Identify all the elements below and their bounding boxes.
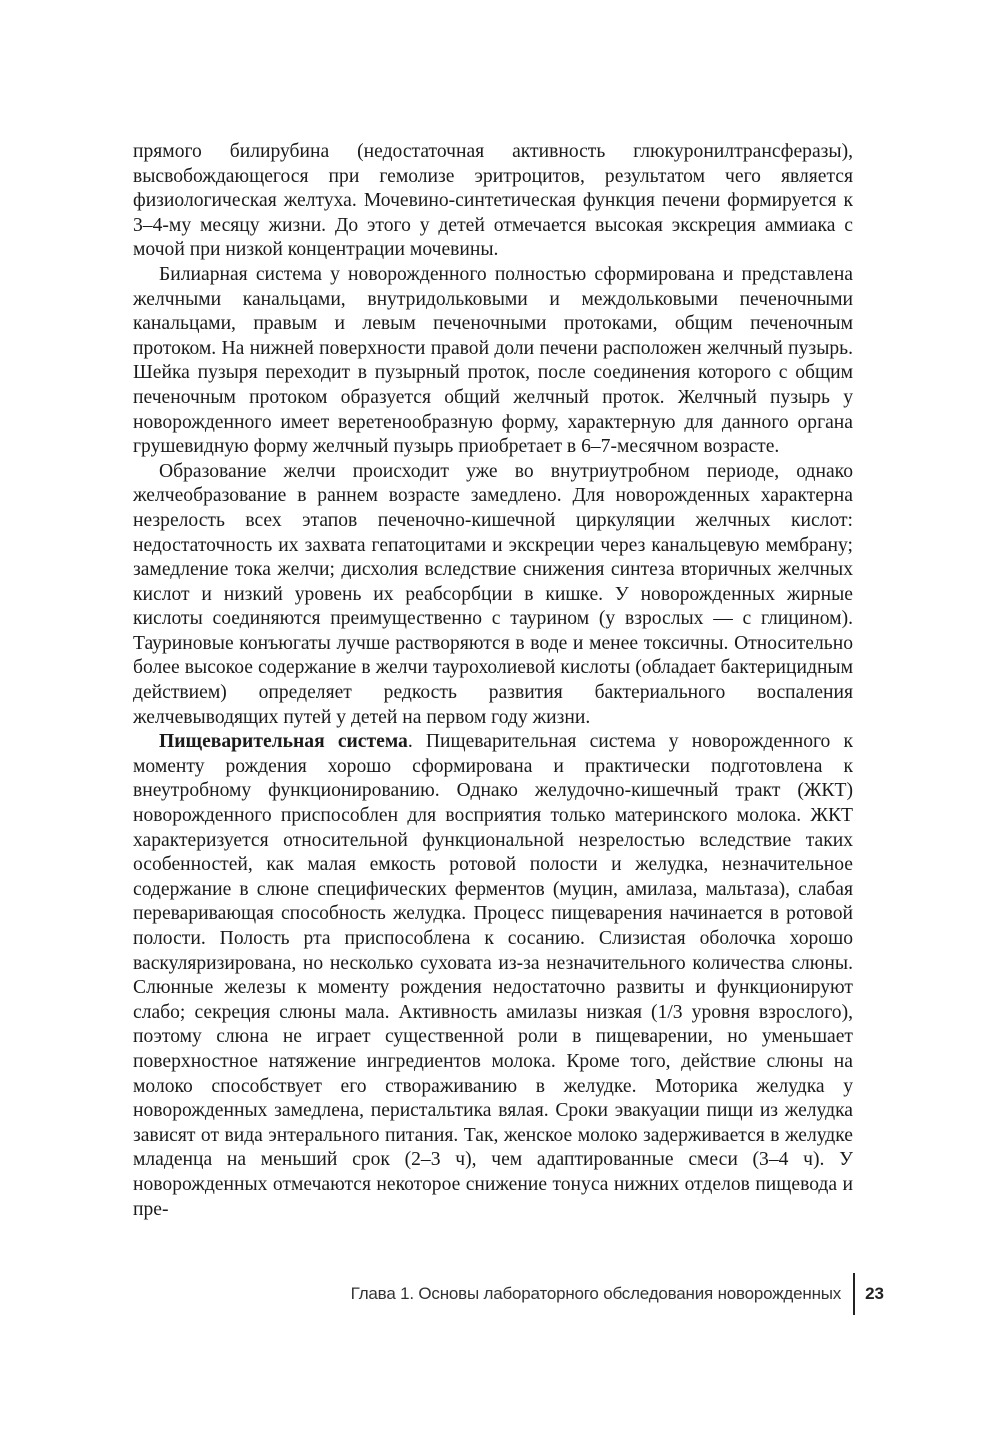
body-text: [133, 140, 853, 1222]
page-footer: [351, 1273, 884, 1315]
paragraph-digestive-system: [133, 730, 853, 1222]
page-number: 23: [865, 1284, 884, 1303]
paragraph-liver-function: прямого билирубина (недостаточная активность глюкуронилтрансферазы), высвобождающегося при гемолизе эритроцитов, результатом чего является физиологическая желтуха. Мочевино-синтетическая функция печени формируется к 3–4-му месяцу жизни. До этого у детей отмечается высокая экскреция аммиака с мочой при низкой концентрации мочевины.: [133, 141, 853, 261]
paragraph-bile-formation: Образование желчи происходит уже во внутриутробном периоде, однако желчеобразование в раннем возрасте замедлено. Для новорожденных характерна незрелость всех этапов печеночно-кишечной циркуляции желчных кислот: недостаточность их захвата гепатоцитами и экскреции через канальцевую мембрану; замедление тока желчи; дисхолия вследствие снижения синтеза вторичных желчных кислот и низкий уровень их реабсорбции в кишке. У новорожденных жирные кислоты соединяются преимущественно с таурином (у взрослых — с глицином). Тауриновые конъюгаты лучше растворяются в воде и менее токсичны. Относительно более высокое содержание в желчи таурохолиевой кислоты (обладает бактерицидным действием) определяет редкость развития бактериального воспаления желчевыводящих путей у детей на первом году жизни.: [133, 460, 853, 728]
paragraph-digestive-text: . Пищеварительная система у новорожденного к моменту рождения хорошо сформирована и практически подготовлена к внеутробному функционированию. Однако желудочно-кишечный тракт (ЖКТ) новорожденного приспособлен для восприятия только материнского молока. ЖКТ характеризуется относительной функциональной незрелостью вследствие таких особенностей, как малая емкость ротовой полости и желудка, незначительное содержание в слюне специфических ферментов (муцин, амилаза, мальтаза), слабая переваривающая способность желудка. Процесс пищеварения начинается в ротовой полости. Полость рта приспособлена к сосанию. Слизистая оболочка хорошо васкуляризирована, но несколько суховата из-за незначительного количества слюны. Слюнные железы к моменту рождения недостаточно развиты и функционируют слабо; секреция слюны мала. Активность амилазы низкая (1/3 уровня взрослого), поэтому слюна не играет существенной роли в пищеварении, но уменьшает поверхностное натяжение ингредиентов молока. Кроме того, действие слюны на молоко способствует его створаживанию в желудке. Моторика желудка у новорожденных замедлена, перистальтика вялая. Сроки эвакуации пищи из желудка зависят от вида энтерального питания. Так, женское молоко задерживается в желудке младенца на меньший срок (2–3 ч), чем адаптированные смеси (3–4 ч). У новорожденных отмечаются некоторое снижение тонуса нижних отделов пищевода и пре-: [133, 731, 853, 1220]
running-head: Глава 1. Основы лабораторного обследования новорожденных: [350, 1284, 842, 1303]
section-lead-heading: Пищеварительная система: [159, 731, 408, 753]
paragraph-biliary-system: Билиарная система у новорожденного полностью сформирована и представлена желчными канальцами, внутридольковыми и междольковыми печеночными канальцами, правым и левым печеночными протоками, общим печеночным протоком. На нижней поверхности правой доли печени расположен желчный пузырь. Шейка пузыря переходит в пузырный проток, после соединения которого с общим печеночным протоком образуется общий желчный проток. Желчный пузырь у новорожденного имеет веретенообразную форму, характерную для данного органа грушевидную форму желчный пузырь приобретает в 6–7-месячном возрасте.: [133, 263, 853, 458]
